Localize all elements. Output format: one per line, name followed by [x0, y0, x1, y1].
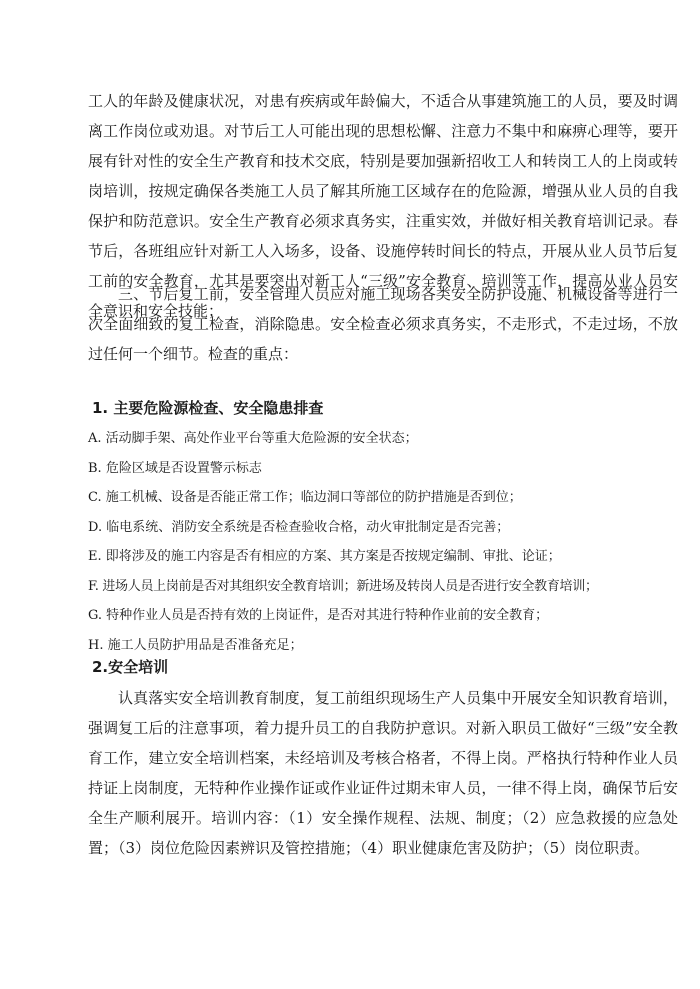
paragraph-worker-health: 工人的年龄及健康状况，对患有疾病或年龄偏大，不适合从事建筑施工的人员，要及时调离工作岗位或劝退。对节后工人可能出现的思想松懈、注意力不集中和麻痹心理等，要开展有针对性的安全生产教育和技术交底，特别是要加强新招收工人和转岗工人的上岗或转岗培训，按规定确保各类施工人员了解其所施工区域存在的危险源，增强从业人员的自我保护和防范意识。安全生产教育必须求真务实，注重实效，并做好相关教育培训记录。春节后，各班组应针对新工人入场多，设备、设施停转时间长的特点，开展从业人员节后复工前的安全教育，尤其是要突出对新工人“三级”安全教育、培训等工作，提高从业人员安全意识和安全技能；	[88, 92, 678, 320]
list-item: D. 临电系统、消防安全系统是否检查验收合格，动火审批制定是否完善；	[88, 519, 510, 535]
paragraph-safety-training: 认真落实安全培训教育制度，复工前组织现场生产人员集中开展安全知识教育培训，强调复工后的注意事项，着力提升员工的自我防护意识。对新入职员工做好“三级”安全教育工作，建立安全培训档案，未经培训及考核合格者，不得上岗。严格执行特种作业人员持证上岗制度，无特种作业操作证或作业证件过期未审人员，一律不得上岗，确保节后安全生产顺利展开。培训内容：（1）安全操作规程、法规、制度；（2）应急救援的应急处置；（3）岗位危险因素辨识及管控措施；（4）职业健康危害及防护；（5）岗位职责。	[88, 689, 678, 857]
list-item: G. 特种作业人员是否持有效的上岗证件，是否对其进行特种作业前的安全教育；	[88, 608, 549, 623]
list-item: B. 危险区域是否设置警示标志	[88, 460, 262, 476]
hazard-check-list	[88, 424, 688, 660]
section-heading-hazard-check: 1. 主要危险源检查、安全隐患排查	[92, 399, 324, 417]
list-item: A. 活动脚手架、高处作业平台等重大危险源的安全状态；	[88, 431, 418, 446]
list-item: C. 施工机械、设备是否能正常工作；临边洞口等部位的防护措施是否到位；	[88, 490, 522, 505]
list-item: F. 进场人员上岗前是否对其组织安全教育培训；新进场及转岗人员是否进行安全教育培训；	[88, 578, 598, 594]
section-heading-safety-training: 2.安全培训	[92, 658, 169, 676]
paragraph-inspection-intro: 三、节后复工前，安全管理人员应对施工现场各类安全防护设施、机械设备等进行一次全面细致的复工检查，消除隐患。安全检查必须求真务实，不走形式，不走过场，不放过任何一个细节。检查的重点：	[88, 285, 678, 363]
list-item: H. 施工人员防护用品是否准备充足；	[88, 637, 303, 653]
list-item: E. 即将涉及的施工内容是否有相应的方案、其方案是否按规定编制、审批、论证；	[88, 549, 561, 564]
